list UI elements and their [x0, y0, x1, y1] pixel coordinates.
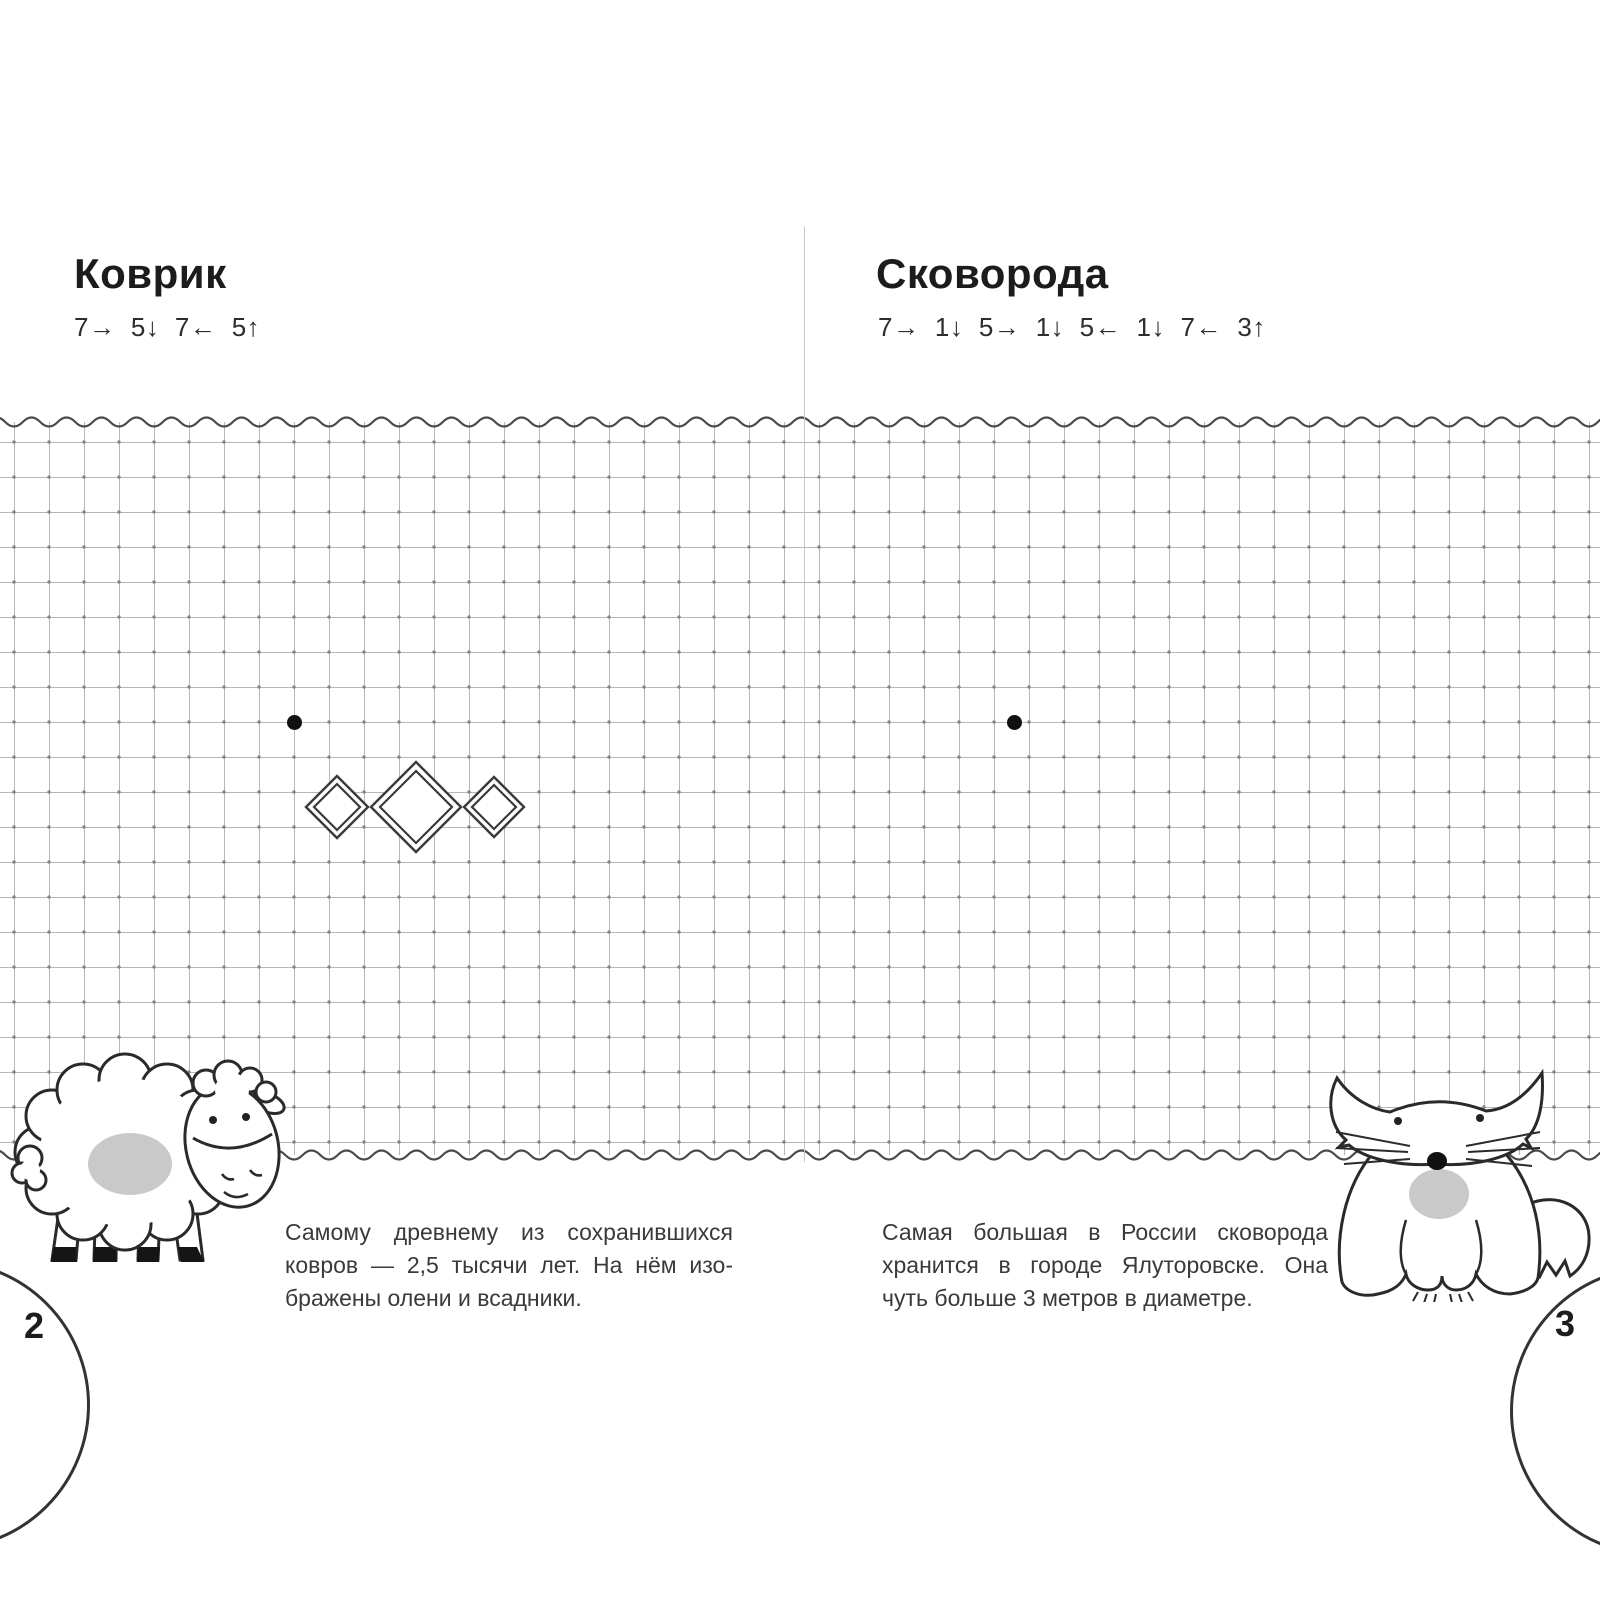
fact-line: ковров — 2,5 тысячи лет. На нём изо-: [285, 1252, 733, 1278]
page-title-right: Сковорода: [876, 250, 1109, 297]
fact-line: Самая большая в России сковорода: [882, 1219, 1328, 1245]
page-corner-arc-left: [0, 1260, 90, 1550]
sheep-illustration: [10, 1040, 310, 1300]
start-dot-left: [287, 715, 302, 730]
dictation-instructions-right: 7→ 1↓ 5→ 1↓ 5← 1↓ 7← 3↑: [878, 312, 1266, 342]
fox-illustration: [1290, 1040, 1600, 1302]
page-title-left: Коврик: [74, 250, 227, 297]
spread-fold-line: [804, 226, 805, 1162]
sheep-grey-patch: [88, 1133, 172, 1195]
fact-line: чуть больше 3 метров в диаметре.: [882, 1285, 1253, 1311]
page-number-left: 2: [24, 1305, 45, 1346]
page-number-right: 3: [1555, 1303, 1576, 1344]
ornament-diamonds-icon: [293, 757, 543, 857]
fact-text-left: [285, 1216, 733, 1315]
fact-line: хранится в городе Ялуторовске. Она: [882, 1252, 1328, 1278]
fact-line: бражены олени и всадники.: [285, 1285, 582, 1311]
start-dot-right: [1007, 715, 1022, 730]
fox-grey-patch: [1409, 1169, 1469, 1219]
fact-text-right: [882, 1216, 1328, 1315]
fact-line: Самому древнему из сохранившихся: [285, 1219, 733, 1245]
wavy-border-top-icon: [0, 410, 1600, 434]
dictation-instructions-left: 7→ 5↓ 7← 5↑: [74, 312, 261, 342]
